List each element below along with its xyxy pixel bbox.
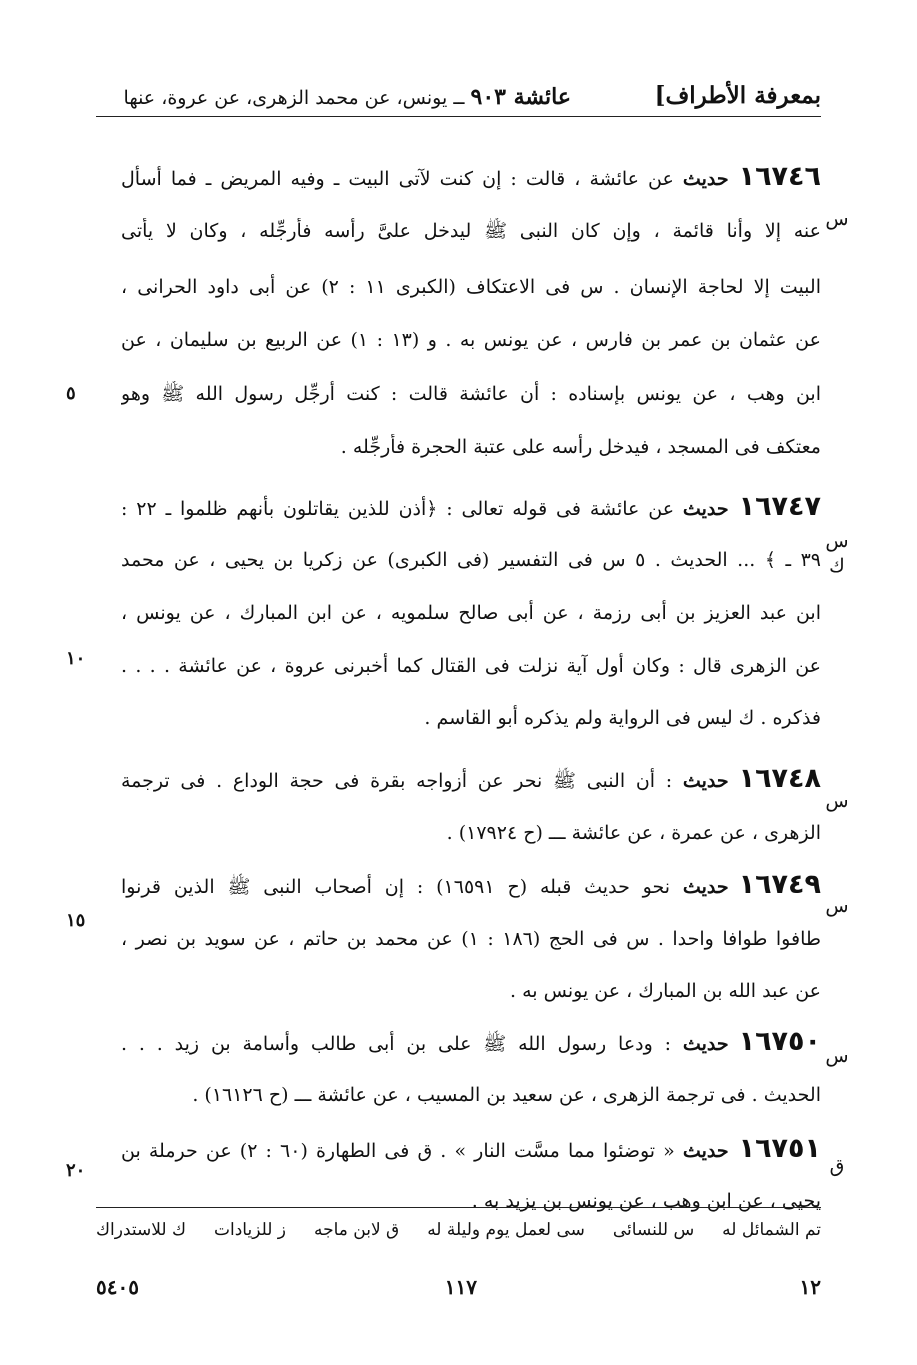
page-numbers — [96, 1275, 821, 1305]
margin-sigil: ق — [829, 1155, 845, 1177]
hadith-number: ١٦٧٤٩ — [738, 872, 821, 900]
text-line — [121, 274, 821, 300]
margin-line-number: ١٠ — [66, 648, 86, 669]
running-head-title: بمعرفة الأطراف] — [654, 82, 821, 109]
hadith-entry-line — [121, 1136, 821, 1164]
hadith-label: حديث — [682, 770, 729, 792]
hadith-entry-line — [121, 1029, 821, 1057]
hadith-label: حديث — [682, 498, 729, 520]
hadith-entry-line — [121, 872, 821, 900]
sigla-key-item: ز للزيادات — [213, 1220, 286, 1240]
text-line — [121, 434, 821, 460]
running-head-chain — [124, 84, 571, 110]
margin-sigil: س — [825, 208, 849, 230]
line-text: عنه إلا وأنا قائمة ، وإن كان النبى ﷺ ليدخل علىَّ رأسه فأرجِّله ، وكان لا يأتى — [121, 220, 821, 242]
hadith-entry-line — [121, 766, 821, 794]
hadith-entry-line — [121, 494, 821, 522]
text-line — [121, 327, 821, 353]
volume-number: ١٢ — [799, 1275, 821, 1299]
sigla-key — [96, 1220, 821, 1250]
text-line — [121, 978, 821, 1004]
margin-sigil: س — [825, 1045, 849, 1067]
hadith-label: حديث — [682, 1140, 729, 1162]
hadith-number: ١٦٧٤٧ — [738, 494, 821, 522]
margin-line-number: ٢٠ — [66, 1160, 86, 1181]
text-line — [121, 705, 821, 731]
margin-sigil: ك — [829, 555, 845, 577]
line-text: عن عبد الله بن المبارك ، عن يونس به . — [510, 980, 821, 1002]
text-line — [121, 926, 821, 952]
line-text: طافوا طوافا واحدا . س فى الحج (١٨٦ : ١) عن محمد بن حاتم ، عن سويد بن نصر ، — [121, 928, 821, 950]
line-text: عن عائشة ، قالت : إن كنت لآتى البيت ـ وفيه المريض ـ فما أسأل — [121, 168, 683, 190]
line-text: معتكف فى المسجد ، فيدخل رأسه على عتبة الحجرة فأرجِّله . — [340, 436, 821, 458]
line-text: عن عائشة فى قوله تعالى : ﴿أذن للذين يقاتلون بأنهم ظلموا ـ ٢٢ : — [121, 498, 683, 520]
hadith-number: ١٦٧٤٦ — [738, 164, 821, 192]
running-head-chain-rest: ــ يونس، عن محمد الزهرى، عن عروة، عنها — [123, 87, 471, 109]
sigla-key-item: تم الشمائل له — [722, 1220, 821, 1240]
hadith-number: ١٦٧٥٠ — [738, 1029, 821, 1057]
line-text: فذكره . ك ليس فى الرواية ولم يذكره أبو القاسم . — [424, 707, 821, 729]
hadith-label: حديث — [682, 168, 729, 190]
hadith-entry-line — [121, 164, 821, 192]
sigla-key-item: ك للاستدراك — [96, 1220, 187, 1240]
hadith-label: حديث — [682, 876, 729, 898]
text-line — [121, 820, 821, 846]
line-text: عن عثمان بن عمر بن فارس ، عن يونس به . و (١٣ : ١) عن الربيع بن سليمان ، عن — [121, 329, 821, 351]
hadith-label: حديث — [682, 1033, 729, 1055]
hadith-number: ١٦٧٥١ — [738, 1136, 821, 1164]
margin-line-number: ١٥ — [66, 910, 86, 931]
line-text: عن الزهرى قال : وكان أول آية نزلت فى القتال كما أخبرنى عروة ، عن عائشة . . . . — [121, 655, 821, 677]
sigla-key-item: سى لعمل يوم وليلة له — [427, 1220, 585, 1240]
text-line — [121, 218, 821, 244]
total-page-number: ٥٤٠٥ — [96, 1275, 139, 1299]
margin-sigil: س — [825, 530, 849, 552]
text-line — [121, 653, 821, 679]
line-text: : أن النبى ﷺ نحر عن أزواجه بقرة فى حجة الوداع . فى ترجمة — [121, 770, 683, 792]
line-text: ٣٩ ـ ﴾ ... الحديث . ٥ س فى التفسير (فى الكبرى) عن زكريا بن يحيى ، عن محمد — [121, 549, 821, 571]
line-text: يحيى ، عن ابن وهب ، عن يونس بن يزيد به . — [471, 1190, 821, 1212]
sigla-key-item: س للنسائى — [612, 1220, 695, 1240]
line-text: : ودعا رسول الله ﷺ على بن أبى طالب وأسامة بن زيد . . . — [121, 1033, 683, 1055]
sigla-key-item: ق لابن ماجه — [313, 1220, 400, 1240]
margin-line-number: ٥ — [66, 383, 76, 404]
line-text: ابن عبد العزيز بن أبى رزمة ، عن أبى صالح سلمويه ، عن ابن المبارك ، عن يونس ، — [121, 602, 821, 624]
text-line — [121, 547, 821, 573]
line-text: ابن وهب ، عن يونس بإسناده : أن عائشة قالت : كنت أرجِّل رسول الله ﷺ وهو — [121, 383, 821, 405]
text-line — [121, 381, 821, 407]
line-text: البيت إلا لحاجة الإنسان . س فى الاعتكاف (الكبرى ١١ : ٢) عن أبى داود الحرانى ، — [121, 276, 821, 298]
footer-rule — [96, 1207, 821, 1208]
line-text: الحديث . فى ترجمة الزهرى ، عن سعيد بن المسيب ، عن عائشة ـــ (ح ١٦١٢٦) . — [192, 1084, 821, 1106]
margin-sigil: س — [825, 790, 849, 812]
page-number: ١١٧ — [444, 1275, 477, 1299]
text-line — [121, 1082, 821, 1108]
line-text: « توضئوا مما مسَّت النار » . ق فى الطهارة (٦٠ : ٢) عن حرملة بن — [121, 1140, 683, 1162]
running-head — [96, 78, 821, 117]
line-text: الزهرى ، عن عمرة ، عن عائشة ـــ (ح ١٧٩٢٤) . — [446, 822, 821, 844]
margin-sigil: س — [825, 895, 849, 917]
text-line — [121, 1188, 821, 1214]
line-text: نحو حديث قبله (ح ١٦٥٩١) : إن أصحاب النبى ﷺ الذين قرنوا — [121, 876, 683, 898]
text-line — [121, 600, 821, 626]
running-head-chain-bold: عائشة ٩٠٣ — [470, 84, 571, 110]
hadith-number: ١٦٧٤٨ — [738, 766, 821, 794]
